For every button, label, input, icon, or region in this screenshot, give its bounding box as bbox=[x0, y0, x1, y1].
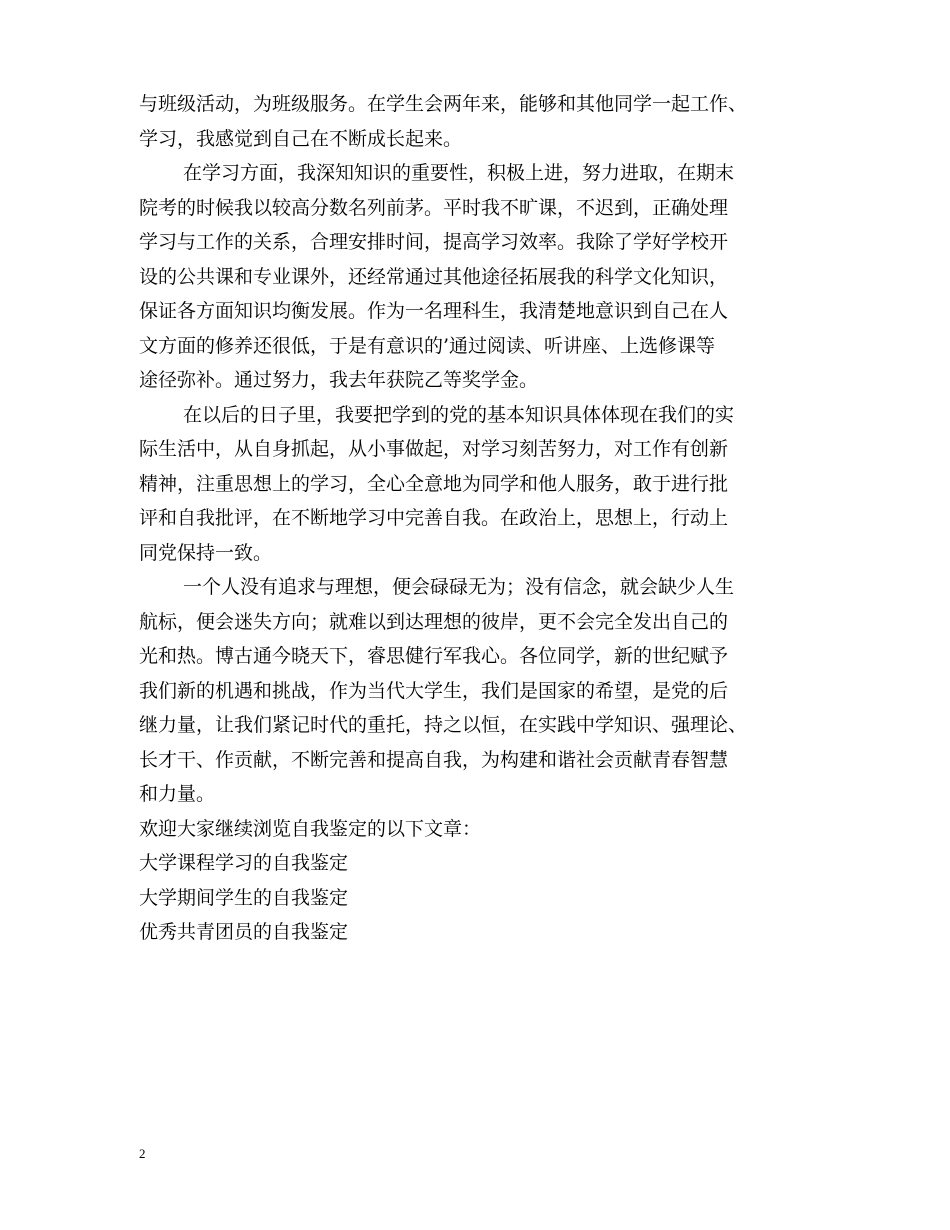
text-line: 学习，我感觉到自己在不断成长起来。 bbox=[139, 127, 463, 150]
text-line: 院考的时候我以较高分数名列前茅。平时我不旷课，不迟到，正确处理 bbox=[139, 196, 729, 219]
page-number: 2 bbox=[139, 1146, 146, 1161]
text-line: 际生活中，从自身抓起，从小事做起，对学习刻苦努力，对工作有创新 bbox=[139, 438, 729, 460]
related-article-title: 大学课程学习的自我鉴定 bbox=[139, 852, 349, 874]
document-body bbox=[139, 87, 829, 950]
text-line: 文方面的修养还很低，于是有意识的’通过阅读、听讲座、上选修课等 bbox=[139, 334, 716, 357]
paragraph-start-line: 在以后的日子里，我要把学到的党的基本知识具体体现在我们的实 bbox=[183, 403, 735, 426]
text-line: 保证各方面知识均衡发展。作为一名理科生，我清楚地意识到自己在人 bbox=[139, 300, 729, 322]
related-article-title: 大学期间学生的自我鉴定 bbox=[139, 886, 349, 909]
text-line: 我们新的机遇和挑战，作为当代大学生，我们是国家的希望，是党的后 bbox=[139, 679, 729, 702]
text-line: 评和自我批评，在不断地学习中完善自我。在政治上，思想上，行动上 bbox=[139, 507, 729, 529]
text-line: 光和热。博古通今晓天下，睿思健行军我心。各位同学，新的世纪赋予 bbox=[139, 645, 729, 667]
text-line: 与班级活动，为班级服务。在学生会两年来，能够和其他同学一起工作、 bbox=[139, 93, 748, 115]
text-line: 继力量，让我们紧记时代的重托，持之以恒，在实践中学知识、强理论、 bbox=[139, 714, 748, 736]
text-line: 途径弥补。通过努力，我去年获院乙等奖学金。 bbox=[139, 369, 539, 391]
paragraph-start-line: 在学习方面，我深知知识的重要性，积极上进，努力进取，在期末 bbox=[183, 162, 735, 184]
text-line: 航标，便会迷失方向；就难以到达理想的彼岸，更不会完全发出自己的 bbox=[139, 610, 729, 633]
text-line: 学习与工作的关系，合理安排时间，提高学习效率。我除了学好学校开 bbox=[139, 231, 729, 253]
paragraph-start-line: 一个人没有追求与理想，便会碌碌无为；没有信念，就会缺少人生 bbox=[183, 576, 735, 598]
related-articles-heading: 欢迎大家继续浏览自我鉴定的以下文章： bbox=[139, 817, 482, 840]
text-line: 和力量。 bbox=[139, 783, 216, 805]
text-line: 长才干、作贡献，不断完善和提高自我，为构建和谐社会贡献青春智慧 bbox=[139, 748, 729, 771]
text-line: 设的公共课和专业课外，还经常通过其他途径拓展我的科学文化知识， bbox=[139, 265, 729, 288]
text-line: 精神，注重思想上的学习，全心全意地为同学和他人服务，敢于进行批 bbox=[139, 472, 729, 495]
text-line: 同党保持一致。 bbox=[139, 541, 273, 564]
related-article-title: 优秀共青团员的自我鉴定 bbox=[139, 921, 349, 943]
